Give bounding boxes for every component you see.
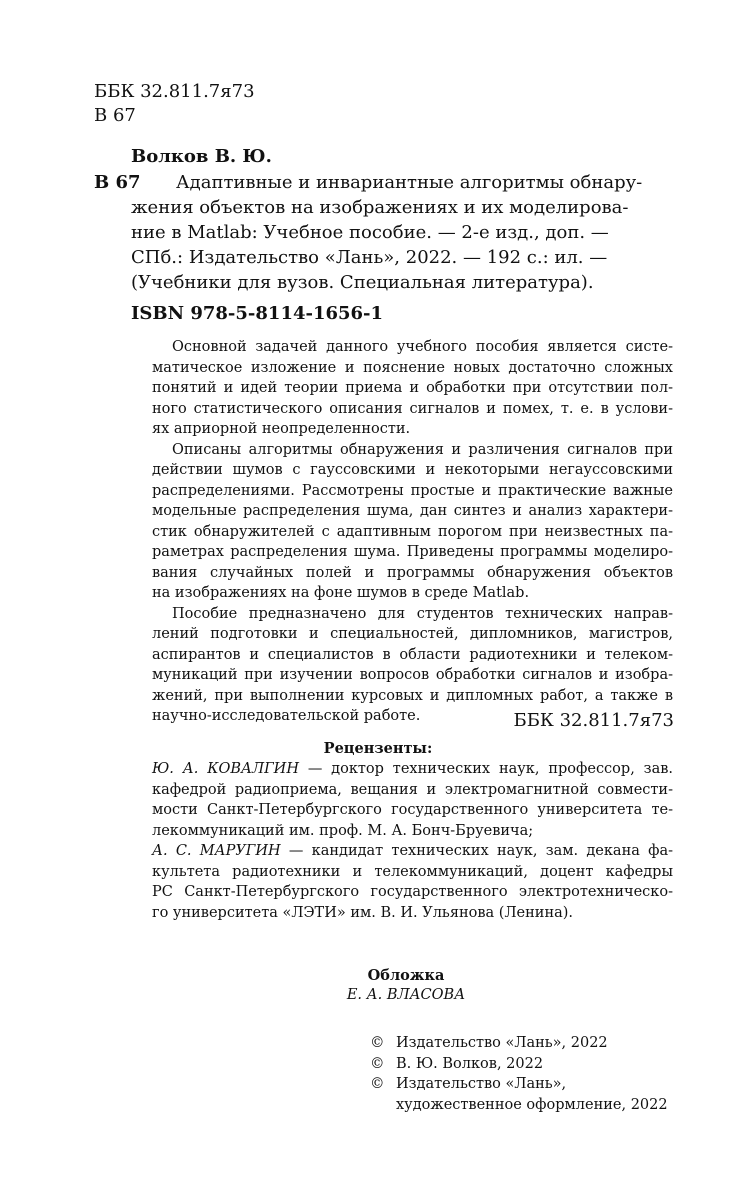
reviewer-line: лекоммуникаций им. проф. М. А. Бонч-Бруевича; xyxy=(152,822,534,839)
reviewers-list xyxy=(152,759,673,923)
abstract-line: лений подготовки и специальностей, дипломников, магистров, xyxy=(152,626,673,642)
abstract-line: ях априорной неопределенности. xyxy=(152,421,411,437)
abstract-line: вания случайных полей и программы обнаружения объектов xyxy=(152,564,673,581)
isbn: ISBN 978-5-8114-1656-1 xyxy=(131,303,384,324)
abstract-line: модельные распределения шума, дан синтез и анализ характери- xyxy=(152,503,673,519)
abstract-line: действии шумов с гауссовскими и некоторыми негауссовскими xyxy=(152,462,673,478)
reviewer-2-name: А. С. МАРУГИН xyxy=(152,843,281,859)
description-line: (Учебники для вузов. Специальная литература). xyxy=(131,272,594,293)
copyright-line: © Издательство «Лань», xyxy=(370,1074,668,1095)
reviewer-line: РС Санкт-Петербургского государственного электротехническо- xyxy=(152,884,673,900)
abstract-line: Пособие предназначено для студентов технических направ- xyxy=(172,605,673,622)
abstract-line: на изображениях на фоне шумов в среде Matlab. xyxy=(152,585,530,601)
author-code: В 67 xyxy=(94,105,136,126)
reviewer-line: кафедрой радиоприема, вещания и электромагнитной совмести- xyxy=(152,781,673,798)
abstract-line: распределениями. Рассмотрены простые и практические важные xyxy=(152,482,673,499)
copyright-line: художественное оформление, 2022 xyxy=(396,1096,668,1113)
description-line: Адаптивные и инвариантные алгоритмы обнару- xyxy=(176,172,643,193)
bbk-code: ББК 32.811.7я73 xyxy=(94,81,255,102)
abstract-line: матическое изложение и пояснение новых достаточно сложных xyxy=(152,359,673,376)
author-name: Волков В. Ю. xyxy=(131,146,272,167)
abstract-line: научно-исследовательской работе. xyxy=(152,708,421,724)
abstract-line: ного статистического описания сигналов и помех, т. е. в услови- xyxy=(152,400,673,417)
cover-designer: Е. А. ВЛАСОВА xyxy=(346,987,466,1003)
abstract-line: жений, при выполнении курсовых и дипломных работ, а также в xyxy=(152,687,673,704)
copyright-icon: © xyxy=(370,1035,385,1051)
author-code-bold: В 67 xyxy=(94,172,141,193)
reviewer-line: мости Санкт-Петербургского государственного университета те- xyxy=(152,802,673,818)
abstract-line: Описаны алгоритмы обнаружения и различения сигналов при xyxy=(172,441,673,458)
copyright-line: © В. Ю. Волков, 2022 xyxy=(370,1054,668,1075)
description-line: ние в Matlab: Учебное пособие. — 2-е изд., доп. — xyxy=(131,222,609,243)
reviewer-line xyxy=(152,841,673,862)
reviewer-line xyxy=(152,759,673,780)
abstract xyxy=(152,337,673,727)
reviewer-1-text: — доктор технических наук, профессор, зав. xyxy=(298,761,673,777)
reviewer-2-text: — кандидат технических наук, зам. декана фа- xyxy=(280,843,674,859)
reviewer-line: го университета «ЛЭТИ» им. В. И. Ульянова (Ленина). xyxy=(152,904,574,921)
description-line: жения объектов на изображениях и их моделирова- xyxy=(131,197,629,218)
bbk-code-right: ББК 32.811.7я73 xyxy=(513,710,674,731)
copyright-line: © Издательство «Лань», 2022 xyxy=(370,1033,668,1054)
copyright-icon: © xyxy=(370,1076,385,1092)
abstract-line: Основной задачей данного учебного пособия является систе- xyxy=(172,339,673,355)
abstract-line: аспирантов и специалистов в области радиотехники и телеком- xyxy=(152,646,673,663)
abstract-line: стик обнаружителей с адаптивным порогом при неизвестных па- xyxy=(152,523,673,540)
reviewer-line: культета радиотехники и телекоммуникаций, доцент кафедры xyxy=(152,863,673,880)
book-description xyxy=(131,170,674,295)
reviewer-1-name: Ю. А. КОВАЛГИН xyxy=(152,761,299,777)
cover-title: Обложка xyxy=(367,967,445,984)
copyright-icon: © xyxy=(370,1055,385,1072)
copyright-block xyxy=(370,1033,668,1115)
abstract-line: раметрах распределения шума. Приведены программы моделиро- xyxy=(152,544,673,560)
description-line: СПб.: Издательство «Лань», 2022. — 192 с.: ил. — xyxy=(131,247,608,268)
abstract-line: понятий и идей теории приема и обработки при отсутствии пол- xyxy=(152,380,673,396)
abstract-line: муникаций при изучении вопросов обработки сигналов и изобра- xyxy=(152,667,673,683)
reviewers-title: Рецензенты: xyxy=(323,740,433,757)
